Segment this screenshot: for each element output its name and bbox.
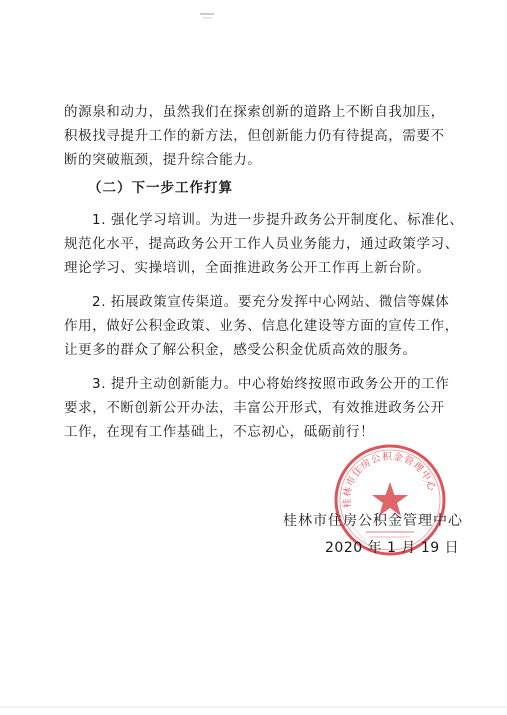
- text-line: 1. 强化学习培训。为进一步提升政务公开制度化、标准化、: [92, 212, 464, 228]
- text-line: 作用，做好公积金政策、业务、信息化建设等方面的宣传工作，: [64, 318, 459, 334]
- item-1-training: [64, 208, 464, 280]
- text-line: 让更多的群众了解公积金，感受公积金优质高效的服务。: [64, 342, 417, 358]
- item-2-publicity: [64, 290, 461, 362]
- signature-date: 2020 年 1 月 19 日: [325, 540, 460, 556]
- paragraph-innovation-summary: [64, 100, 461, 172]
- text-line: 3. 提升主动创新能力。中心将始终按照市政务公开的工作: [92, 376, 450, 392]
- text-line: 工作，在现有工作基础上，不忘初心，砥砺前行！: [64, 424, 375, 440]
- seal-text: 桂林市住房公积金管理中心: [341, 451, 438, 509]
- section-subheading: （二）下一步工作打算: [88, 180, 233, 196]
- text-line: 规范化水平，提高政务公开工作人员业务能力，通过政策学习、: [64, 236, 459, 252]
- text-line: 2. 拓展政策宣传渠道。要充分发挥中心网站、微信等媒体: [92, 294, 450, 310]
- text-line: 的源泉和动力，虽然我们在探索创新的道路上不断自我加压，: [64, 104, 445, 120]
- item-3-innovation: [64, 372, 461, 444]
- text-line: 积极找寻提升工作的新方法，但创新能力仍有待提高，需要不: [64, 128, 445, 144]
- text-line: 断的突破瓶颈，提升综合能力。: [64, 152, 262, 168]
- text-line: 理论学习、实操培训，全面推进政务公开工作再上新台阶。: [64, 260, 431, 276]
- signature-organization: 桂林市住房公积金管理中心: [283, 513, 463, 529]
- text-line: 要求，不断创新公开办法，丰富公开形式，有效推进政务公开: [64, 400, 445, 416]
